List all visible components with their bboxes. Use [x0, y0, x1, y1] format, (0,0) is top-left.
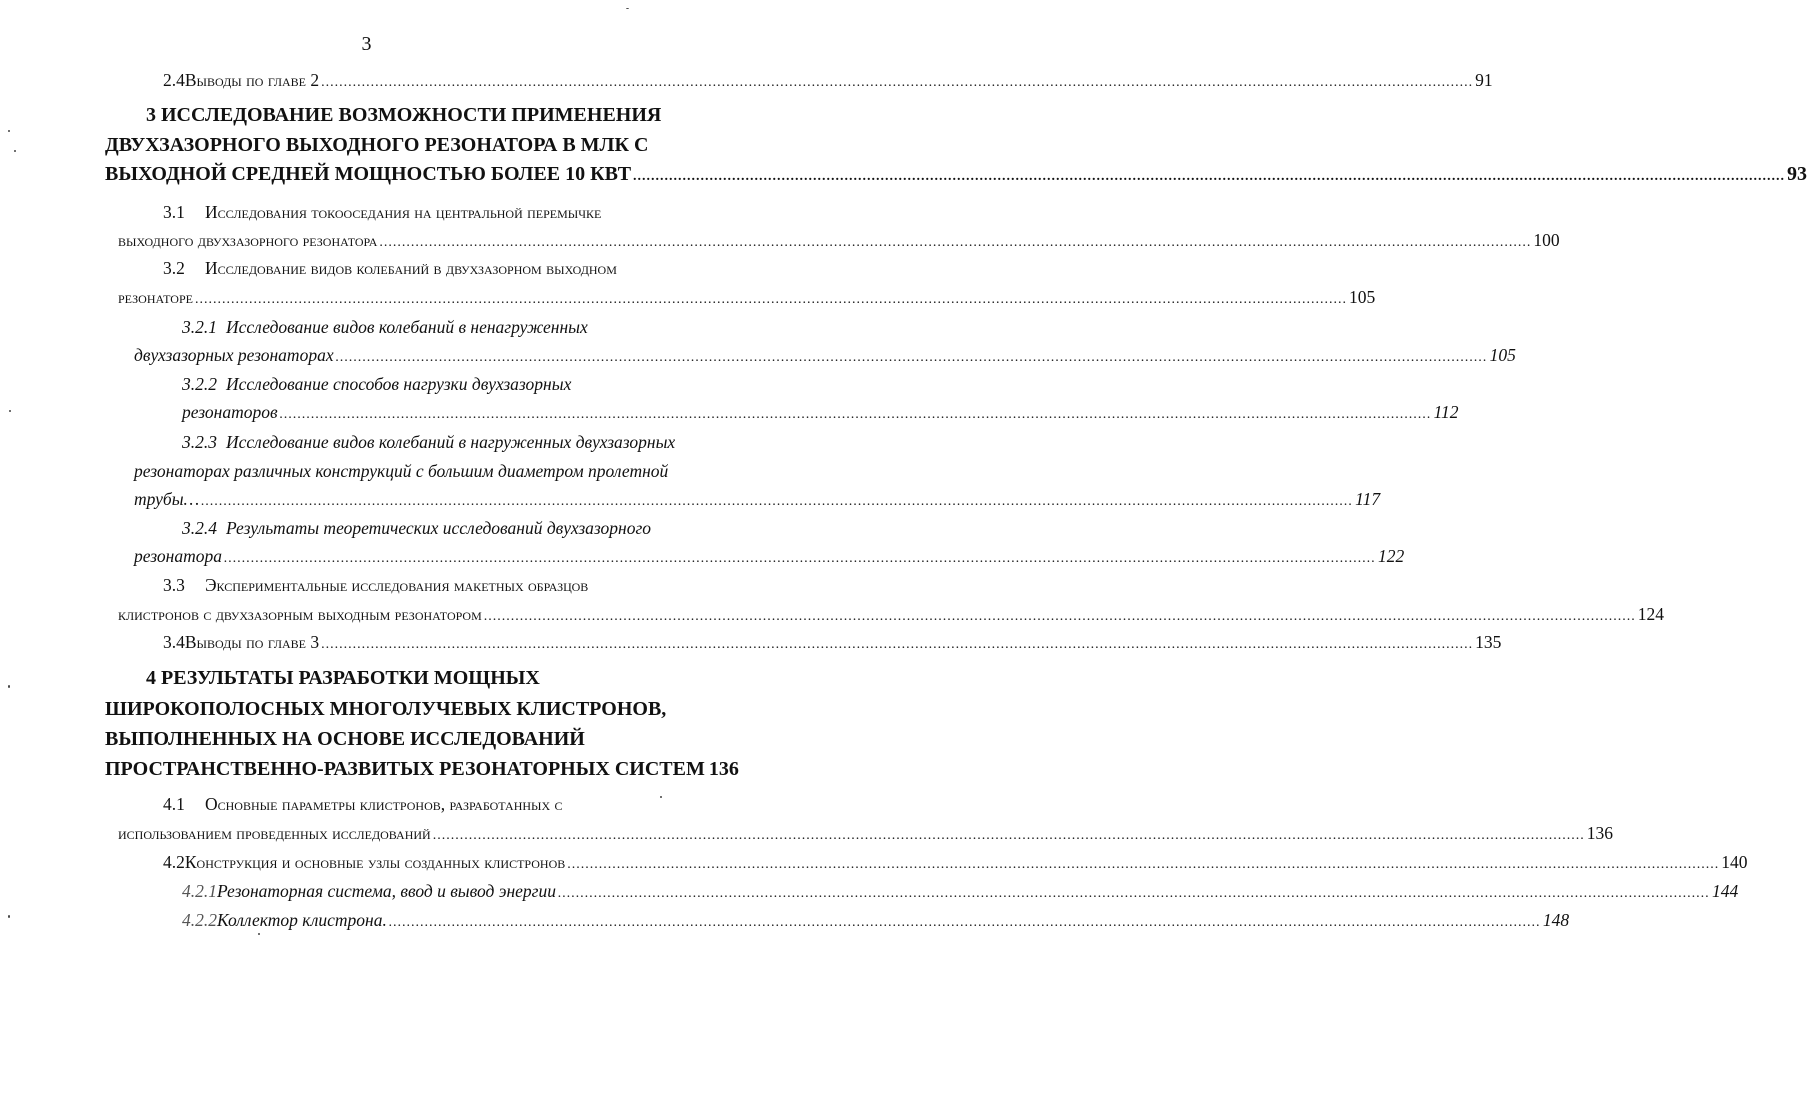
toc-entry-3-3-line-1[interactable] [163, 573, 588, 597]
leader-dots [379, 231, 1531, 255]
page-ref: 144 [1712, 881, 1739, 901]
leader-dots [633, 165, 1785, 189]
leader-dots [321, 71, 1473, 95]
page-ref: 140 [1721, 852, 1748, 872]
section-title-cont: двухзазорных резонаторах [134, 345, 334, 365]
section-number: 4.2 [163, 852, 185, 872]
toc-entry-3-2-1-line-2[interactable] [134, 343, 1516, 370]
page-ref: 112 [1433, 402, 1459, 422]
scan-speck [14, 150, 16, 152]
scan-speck [660, 796, 662, 798]
scan-speck [8, 915, 10, 918]
section-title: Исследование видов колебаний в ненагруженных [226, 317, 588, 337]
leader-dots [201, 490, 1353, 514]
chapter-4-title-line-3[interactable]: ВЫПОЛНЕННЫХ НА ОСНОВЕ ИССЛЕДОВАНИЙ [105, 728, 585, 750]
section-title: Исследование видов колебаний в нагруженных двухзазорных [226, 432, 676, 452]
section-title-cont: резонатора [134, 546, 222, 566]
chapter-3-title-line-3[interactable] [105, 162, 1807, 189]
section-number: 4.2.2 [182, 910, 217, 930]
page-number: 3 [361, 33, 372, 55]
section-title: Конструкция и основные узлы созданных клистронов [184, 852, 566, 872]
section-title: Исследования токооседания на центральной перемычке [205, 202, 602, 222]
toc-entry-3-4[interactable] [163, 630, 1502, 657]
leader-dots [224, 547, 1376, 571]
section-number: 3.4 [163, 632, 185, 652]
toc-entry-4-2[interactable] [163, 850, 1748, 877]
scan-speck [8, 685, 10, 688]
section-title: Экспериментальные исследования макетных образцов [205, 575, 589, 595]
page-ref: 105 [1489, 345, 1516, 365]
section-title: Исследование способов нагрузки двухзазорных [226, 374, 572, 394]
section-title-cont: использованием проведенных исследований [118, 823, 431, 843]
page-ref: 148 [1542, 910, 1570, 930]
page-ref: 100 [1533, 230, 1560, 250]
toc-entry-4-1-line-2[interactable] [118, 821, 1613, 848]
toc-entry-3-2-line-1[interactable] [163, 256, 617, 280]
section-title: Выводы по главе 3 [184, 632, 320, 652]
section-number: 3.2.1 [182, 317, 217, 337]
section-number: 2.4 [163, 70, 185, 90]
toc-entry-3-3-line-2[interactable] [118, 602, 1665, 629]
toc-entry-3-2-3-line-3[interactable] [134, 487, 1381, 514]
section-title: Коллектор клистрона. [217, 910, 387, 930]
chapter-3-title-line-2[interactable]: ДВУХЗАЗОРНОГО ВЫХОДНОГО РЕЗОНАТОРА В МЛК С [105, 134, 649, 156]
toc-entry-3-2-2-line-2[interactable] [182, 400, 1459, 427]
leader-dots [280, 403, 1432, 427]
page-ref: 135 [1475, 632, 1502, 652]
chapter-title-text: ПРОСТРАНСТВЕННО-РАЗВИТЫХ РЕЗОНАТОРНЫХ СИСТЕМ [105, 758, 705, 780]
chapter-title-text: ВЫХОДНОЙ СРЕДНЕЙ МОЩНОСТЬЮ БОЛЕЕ 10 КВТ [105, 163, 632, 185]
section-title-cont: резонаторов [182, 402, 278, 422]
page-ref: 117 [1355, 489, 1381, 509]
chapter-3-title-line-1[interactable]: 3 ИССЛЕДОВАНИЕ ВОЗМОЖНОСТИ ПРИМЕНЕНИЯ [146, 104, 662, 126]
toc-entry-3-2-line-2[interactable] [118, 285, 1376, 312]
scan-speck [258, 933, 260, 935]
toc-entry-3-2-3-line-1[interactable] [182, 430, 675, 454]
leader-dots [389, 911, 1541, 935]
leader-dots [195, 288, 1347, 312]
section-number: 4.1 [163, 794, 185, 814]
scan-speck [9, 410, 11, 412]
section-number: 3.2 [163, 258, 185, 278]
leader-dots [433, 824, 1585, 848]
section-title-cont: клистронов с двухзазорным выходным резонатором [118, 604, 482, 624]
leader-dots [567, 853, 1719, 877]
toc-entry-4-2-1[interactable] [182, 879, 1739, 906]
section-title: Резонаторная система, ввод и вывод энергии [217, 881, 557, 901]
page-ref: 122 [1377, 546, 1405, 566]
toc-entry-2-4[interactable] [163, 68, 1493, 95]
section-title-cont: резонаторе [118, 287, 193, 307]
section-title: Выводы по главе 2 [184, 70, 320, 90]
leader-dots [484, 605, 1636, 629]
scan-speck [626, 8, 629, 9]
section-number: 3.2.3 [182, 432, 217, 452]
section-title: Исследование видов колебаний в двухзазорном выходном [205, 258, 617, 278]
toc-entry-3-2-3-line-2[interactable]: резонаторах различных конструкций с большим диаметром пролетной [134, 461, 669, 481]
page-ref: 136 [1586, 823, 1613, 843]
leader-dots [336, 346, 1488, 370]
scan-speck [8, 130, 10, 132]
section-title: Результаты теоретических исследований двухзазорного [226, 518, 652, 538]
toc-entry-4-2-2[interactable] [182, 908, 1570, 935]
page-ref: 93 [1787, 163, 1807, 185]
toc-entry-3-2-4-line-1[interactable] [182, 516, 651, 540]
page-ref: 124 [1637, 604, 1665, 624]
toc-entry-3-2-4-line-2[interactable] [134, 544, 1405, 571]
toc-entry-4-1-line-1[interactable] [163, 792, 563, 816]
leader-dots [558, 882, 1710, 906]
chapter-4-title-line-2[interactable]: ШИРОКОПОЛОСНЫХ МНОГОЛУЧЕВЫХ КЛИСТРОНОВ, [105, 698, 667, 720]
section-title-cont: выходного двухзазорного резонатора [118, 230, 378, 250]
chapter-4-title-line-1[interactable]: 4 РЕЗУЛЬТАТЫ РАЗРАБОТКИ МОЩНЫХ [146, 667, 540, 689]
page-ref: 136 [708, 758, 739, 780]
section-title-cont: трубы… [134, 489, 200, 509]
section-number: 3.1 [163, 202, 185, 222]
toc-entry-3-2-1-line-1[interactable] [182, 315, 588, 339]
toc-entry-3-2-2-line-1[interactable] [182, 372, 571, 396]
chapter-4-title-line-4[interactable] [105, 757, 739, 784]
section-number: 4.2.1 [182, 881, 217, 901]
toc-entry-3-1-line-1[interactable] [163, 200, 601, 224]
section-number: 3.2.4 [182, 518, 217, 538]
toc-entry-3-1-line-2[interactable] [118, 228, 1560, 255]
leader-dots [321, 633, 1473, 657]
page-ref: 105 [1348, 287, 1376, 307]
section-number: 3.3 [163, 575, 185, 595]
section-title: Основные параметры клистронов, разработанных с [205, 794, 563, 814]
page-ref: 91 [1475, 70, 1493, 90]
section-number: 3.2.2 [182, 374, 217, 394]
